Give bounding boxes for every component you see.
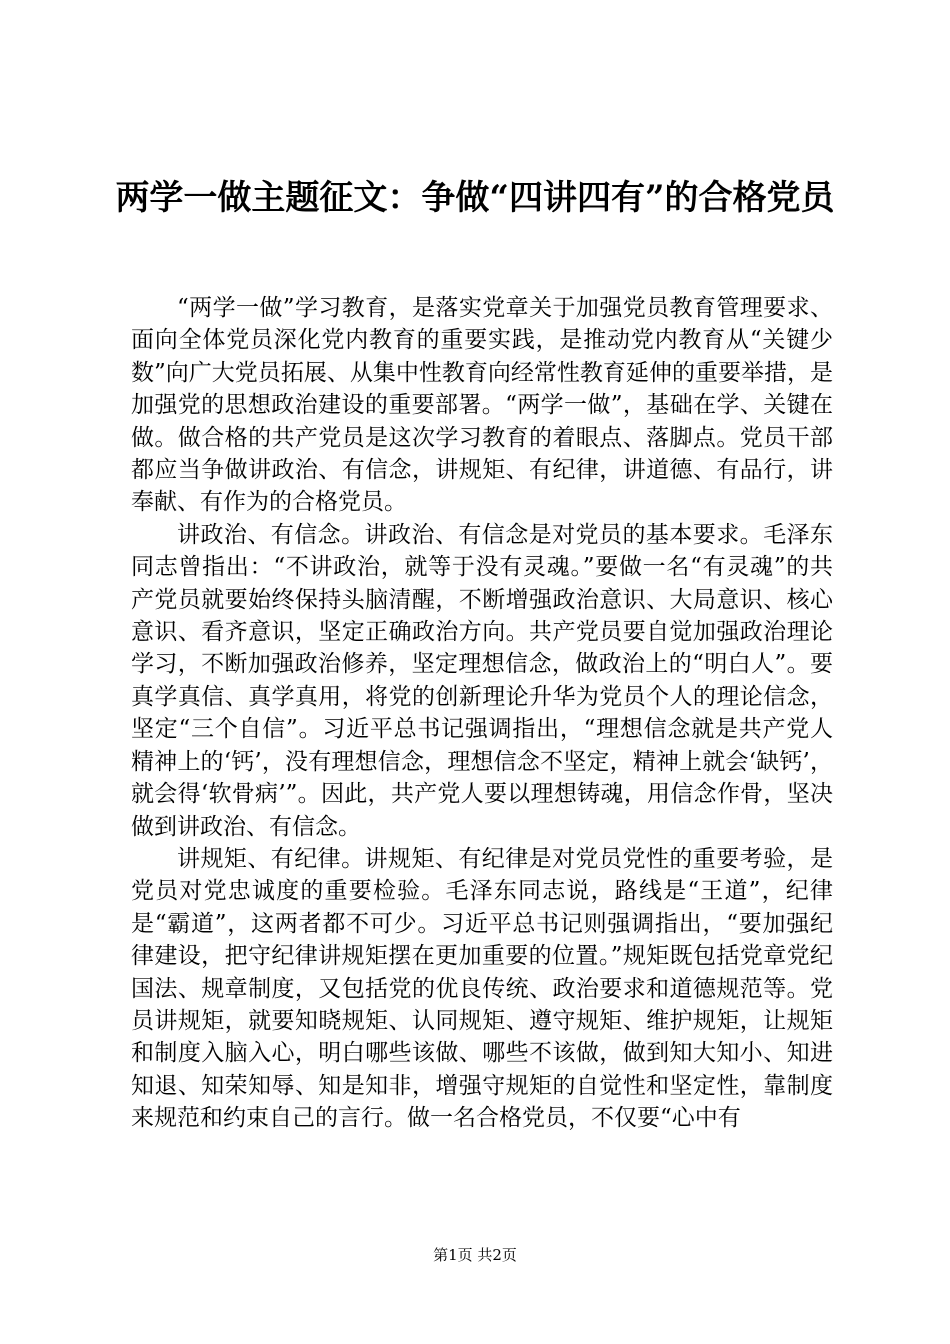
paragraph-politics: 讲政治、有信念。讲政治、有信念是对党员的基本要求。毛泽东同志曾指出：“不讲政治，就等于没有灵魂。”要做一名“有灵魂”的共产党员就要始终保持头脑清醒，不断增强政治意识、大局意识、核心意识、看齐意识，坚定正确政治方向。共产党员要自觉加强政治理论学习，不断加强政治修养，坚定理想信念，做政治上的“明白人”。要真学真信、真学真用，将党的创新理论升华为党员个人的理论信念，坚定“三个自信”。习近平总书记强调指出，“理想信念就是共产党人精神上的‘钙’，没有理想信念，理想信念不坚定，精神上就会‘缺钙’，就会得‘软骨病’”。因此，共产党人要以理想铸魂，用信念作骨，坚决做到讲政治、有信念。 — [131, 521, 833, 840]
paragraph-intro: “两学一做”学习教育，是落实党章关于加强党员教育管理要求、面向全体党员深化党内教育的重要实践，是推动党内教育从“关键少数”向广大党员拓展、从集中性教育向经常性教育延伸的重要举措，是加强党的思想政治建设的重要部署。“两学一做”，基础在学、关键在做。做合格的共产党员是这次学习教育的着眼点、落脚点。党员干部都应当争做讲政治、有信念，讲规矩、有纪律，讲道德、有品行，讲奉献、有作为的合格党员。 — [131, 295, 833, 516]
page-footer: 第1页 共2页 — [433, 1246, 517, 1264]
document-title: 两学一做主题征文：争做“四讲四有”的合格党员 — [115, 178, 835, 218]
document-body — [131, 292, 833, 1135]
paragraph-discipline: 讲规矩、有纪律。讲规矩、有纪律是对党员党性的重要考验，是党员对党忠诚度的重要检验。毛泽东同志说，路线是“王道”，纪律是“霸道”，这两者都不可少。习近平总书记则强调指出，“要加强纪律建设，把守纪律讲规矩摆在更加重要的位置。”规矩既包括党章党纪国法、规章制度，又包括党的优良传统、政治要求和道德规范等。党员讲规矩，就要知晓规矩、认同规矩、遵守规矩、维护规矩，让规矩和制度入脑入心，明白哪些该做、哪些不该做，做到知大知小、知进知退、知荣知辱、知是知非，增强守规矩的自觉性和坚定性，靠制度来规范和约束自己的言行。做一名合格党员，不仅要“心中有 — [131, 845, 833, 1132]
